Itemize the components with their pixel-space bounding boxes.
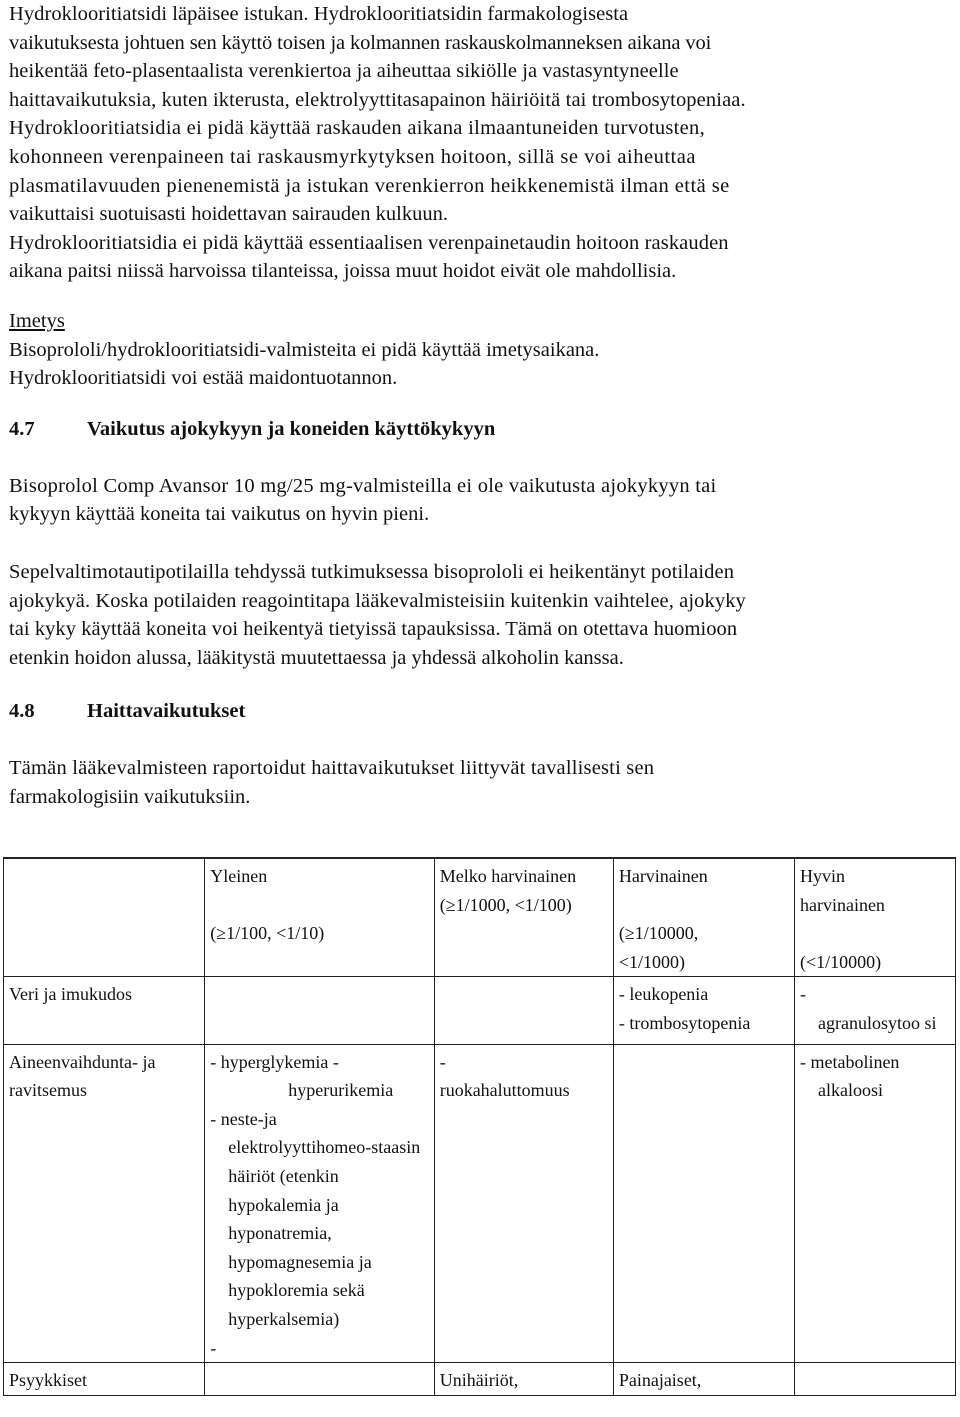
section-number: 4.7: [9, 417, 35, 440]
section-title: Haittavaikutukset: [87, 700, 246, 723]
text-line: Sepelvaltimotautipotilailla tehdyssä tutkimuksessa bisoprololi ei heikentänyt potilaiden: [9, 560, 735, 583]
paragraph-adverse-effects-intro: [9, 754, 951, 811]
adverse-effects-table: [3, 857, 956, 1396]
paragraph-hct-essential-hypertension: [9, 229, 951, 286]
document-page: [9, 0, 951, 811]
list-item: - neste-ja elektrolyyttihomeo-staasin häiriöt (etenkin hypokalemia ja hyponatremia, hypomagnesemia ja hypokloremia sekä hyperkalsemia): [210, 1108, 421, 1329]
header-harvinainen: Harvinainen (≥1/10000, <1/1000): [613, 858, 794, 977]
table-cell-empty: [613, 1044, 794, 1363]
table-row: [4, 1363, 956, 1396]
list-item: hyperurikemia: [288, 1080, 394, 1101]
paragraph-hct-pregnancy-edema: [9, 114, 951, 228]
list-item: ruokahaluttomuus: [439, 1080, 570, 1101]
text-line: plasmatilavuuden pienenemistä ja istukan verenkierron heikkenemistä ilman että se: [9, 174, 730, 197]
text-line: vaikutuksesta johtuen sen käyttö toisen ja kolmannen raskauskolmanneksen aikana voi: [9, 31, 712, 54]
text-line: farmakologisiin vaikutuksiin.: [9, 785, 251, 808]
text-line: aikana paitsi niissä harvoissa tilanteissa, joissa muut hoidot eivät ole mahdollisia.: [9, 260, 677, 283]
table-cell-empty: [4, 858, 205, 977]
table-cell: Unihäiriöt,: [434, 1363, 613, 1396]
text-line: Hydroklooritiatsidia ei pidä käyttää essentiaalisen verenpainetaudin hoitoon raskauden: [9, 231, 729, 254]
list-item: - hyperglykemia -: [210, 1051, 339, 1072]
list-item: - leukopenia: [618, 984, 709, 1005]
list-dash: -: [439, 1051, 446, 1072]
row-label: Veri ja imukudos: [4, 977, 205, 1044]
section-heading-4-8: [9, 697, 951, 725]
text-line: vaikuttaisi suotuisasti hoidettavan sairauden kulkuun.: [9, 203, 448, 226]
list-dash: -: [799, 984, 806, 1005]
text-line: Hydroklooritiatsidia ei pidä käyttää raskauden aikana ilmaantuneiden turvotusten,: [9, 117, 706, 140]
row-label: Aineenvaihdunta- ja ravitsemus: [4, 1044, 205, 1363]
table-cell-empty: [794, 1363, 955, 1396]
table-header-row: [4, 858, 956, 977]
header-hyvin-harvinainen: Hyvin harvinainen (<1/10000): [794, 858, 955, 977]
text-line: heikentää feto-plasentaalista verenkiertoa ja aiheuttaa sikiölle ja vastasyntyneelle: [9, 60, 679, 83]
text-line: tai kyky käyttää koneita voi heikentyä tietyissä tapauksissa. Tämä on otettava huomioon: [9, 618, 738, 641]
list-item: - trombosytopenia: [618, 1012, 751, 1033]
header-melko-harvinainen: Melko harvinainen (≥1/1000, <1/100): [434, 858, 613, 977]
text-line: haittavaikutuksia, kuten ikterusta, elektrolyyttitasapainon häiriöitä tai trombosytopeniaa.: [9, 88, 746, 111]
text-line: Hydroklooritiatsidi voi estää maidontuotannon.: [9, 367, 398, 390]
section-heading-4-7: [9, 415, 951, 443]
text-line: Bisoprolol Comp Avansor 10 mg/25 mg-valmisteilla ei ole vaikutusta ajokykyyn tai: [9, 474, 717, 497]
table-cell-empty: [434, 977, 613, 1044]
text-line: kohonneen verenpaineen tai raskausmyrkytyksen hoitoon, sillä se voi aiheuttaa: [9, 145, 696, 168]
list-item: agranulosytoo si: [817, 1012, 937, 1033]
header-yleinen: Yleinen (≥1/100, <1/10): [205, 858, 434, 977]
table-cell-empty: [205, 977, 434, 1044]
text-line: Hydroklooritiatsidi läpäisee istukan. Hydroklooritiatsidin farmakologisesta: [9, 3, 629, 25]
list-item: -: [210, 1337, 217, 1358]
table-cell: [794, 1044, 955, 1363]
text-line: kykyyn käyttää koneita tai vaikutus on hyvin pieni.: [9, 503, 430, 526]
paragraph-imetys: [9, 336, 951, 393]
table-cell: [613, 977, 794, 1044]
section-title: Vaikutus ajokykyyn ja koneiden käyttökykyyn: [87, 417, 496, 440]
text-line: Tämän lääkevalmisteen raportoidut haittavaikutukset liittyvät tavallisesti sen: [9, 757, 655, 780]
table-cell: [434, 1044, 613, 1363]
paragraph-driving-study: [9, 558, 951, 672]
table-row: [4, 977, 956, 1044]
table-cell: Painajaiset,: [613, 1363, 794, 1396]
table-cell-empty: [205, 1363, 434, 1396]
paragraph-hct-placenta: [9, 0, 951, 114]
table-cell: [205, 1044, 434, 1363]
row-label: Psyykkiset: [4, 1363, 205, 1396]
text-line: Bisoprololi/hydroklooritiatsidi-valmisteita ei pidä käyttää imetysaikana.: [9, 338, 600, 361]
text-line: ajokykyä. Koska potilaiden reagointitapa lääkevalmisteisiin kuitenkin vaihtelee, ajokyky: [9, 589, 746, 612]
section-number: 4.8: [9, 700, 35, 723]
text-line: etenkin hoidon alussa, lääkitystä muutettaessa ja yhdessä alkoholin kanssa.: [9, 646, 624, 669]
table-row: [4, 1044, 956, 1363]
subheading-imetys: Imetys: [9, 309, 65, 332]
table-cell: [794, 977, 955, 1044]
list-item: - metabolinen alkaloosi: [799, 1051, 900, 1101]
paragraph-driving-effect: [9, 472, 951, 529]
